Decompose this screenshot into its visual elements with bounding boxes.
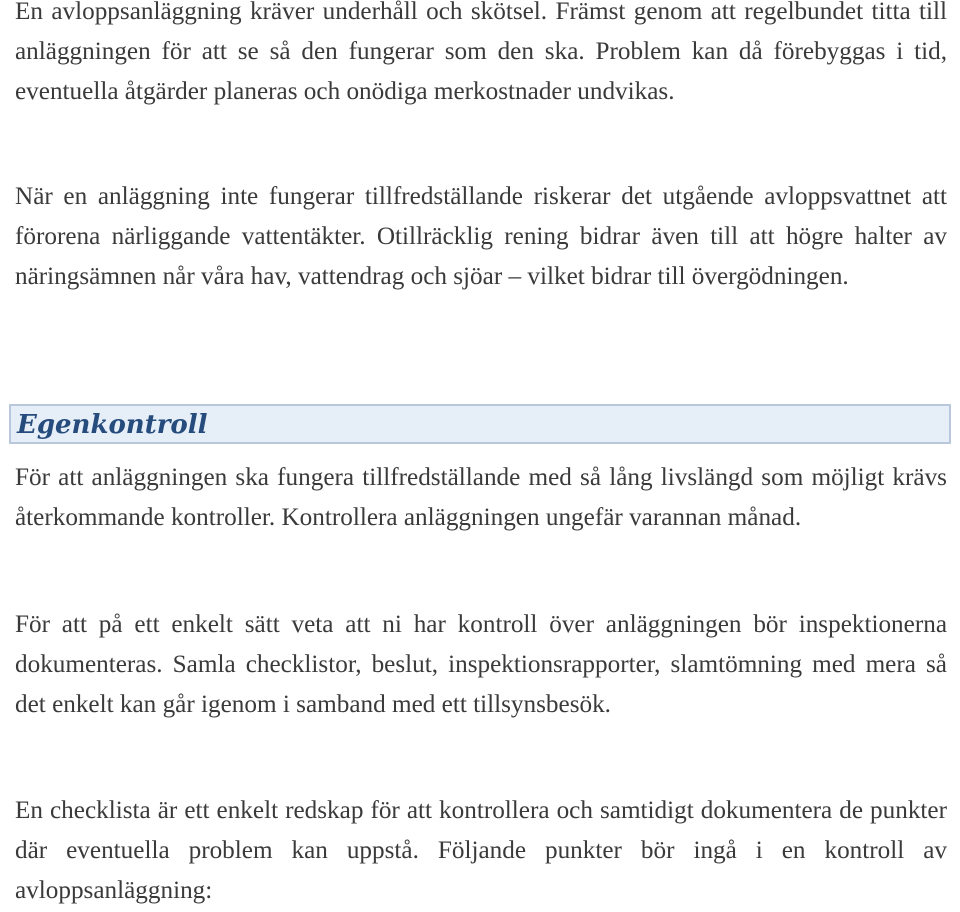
section-paragraph-2: För att på ett enkelt sätt veta att ni har kontroll över anläggningen bör inspektionerna dokumenteras. Samla checklistor, beslut, inspektionsrapporter, slamtömning med mera så det enkelt kan går igenom i samband med ett tillsynsbesök. bbox=[15, 611, 947, 718]
section-heading-box bbox=[9, 404, 951, 444]
section-heading: Egenkontroll bbox=[17, 410, 208, 440]
section-paragraph-3: En checklista är ett enkelt redskap för att kontrollera och samtidigt dokumentera de punkter där eventuella problem kan uppstå. Följande punkter bör ingå i en kontroll av avloppsanläggning: bbox=[15, 797, 947, 904]
section-paragraph-1: För att anläggningen ska fungera tillfredställande med så lång livslängd som möjligt krävs återkommande kontroller. Kontrollera anläggningen ungefär varannan månad. bbox=[15, 464, 947, 531]
intro-paragraph-1: En avloppsanläggning kräver underhåll och skötsel. Främst genom att regelbundet titta till anläggningen för att se så den fungerar som den ska. Problem kan då förebyggas i tid, eventuella åtgärder planeras och onödiga merkostnader undvikas. bbox=[15, 0, 947, 105]
intro-paragraph-2: När en anläggning inte fungerar tillfredställande riskerar det utgående avloppsvattnet att förorena närliggande vattentäkter. Otillräcklig rening bidrar även till att högre halter av näringsämnen når våra hav, vattendrag och sjöar – vilket bidrar till övergödningen. bbox=[15, 183, 947, 290]
